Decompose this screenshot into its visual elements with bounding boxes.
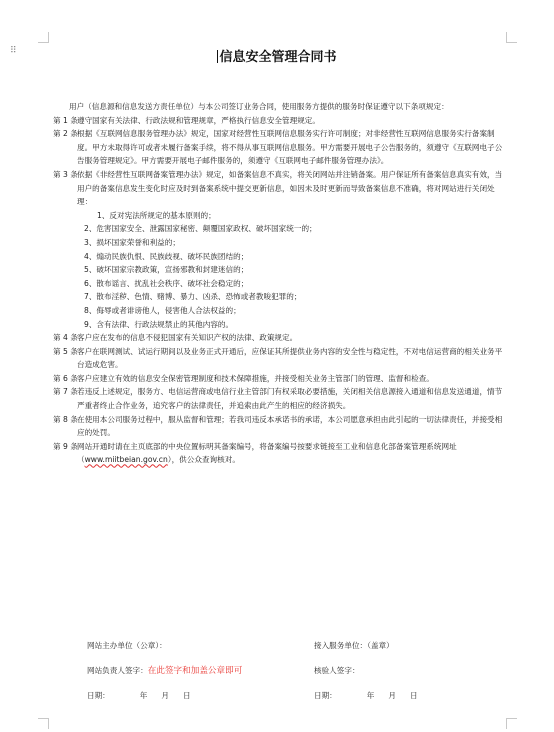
- host-org-seal-label: 网站主办单位（公章）：: [87, 641, 167, 650]
- crop-mark-bottom-right: [506, 718, 517, 729]
- clause-number: 第 9 条: [53, 441, 78, 451]
- year-label: 年: [139, 691, 148, 700]
- right-date-row: [314, 690, 418, 701]
- clause-text: 若违反上述规定，服务方、电信运营商或电信行业主管部门有权采取必要措施，关闭相关信息源接入通道和信息发送通道，情节严重者终止合作业务，追究客户的法律责任，并追索由此产生的相应的经济损失。: [77, 387, 503, 411]
- clause-text: 在使用本公司服务过程中，服从监督和管理；若我司违反本承诺书的承诺，本公司愿意承担由此引起的一切法律责任，并接受相应的处罚。: [77, 414, 503, 438]
- sign-here-hint: 在此签字和加盖公章即可: [147, 666, 243, 676]
- clause-number: 第 7 条: [53, 387, 78, 397]
- prohibited-item: 9、含有法律、行政法规禁止的其他内容的。: [84, 319, 234, 329]
- clause-text: 依据《非经营性互联网备案管理办法》规定，如备案信息不真实，将关闭网站并注销备案。用户保证所有备案信息真实有效，当用户的备案信息发生变化时应及时到备案系统中提交更新信息，如因未及时更新而导致备案信息不准确，将对网站进行关闭处理：: [77, 169, 503, 207]
- clause-8: [53, 413, 505, 440]
- verifier-sign-label: 核验人签字：: [314, 666, 360, 675]
- clause-7: [53, 385, 505, 412]
- clause-text-end: ），供公众查询核对。: [167, 455, 240, 465]
- prohibited-item: 8、侮辱或者诽谤他人，侵害他人合法权益的；: [84, 305, 241, 315]
- left-date-row: [87, 690, 191, 701]
- year-label: 年: [366, 691, 375, 700]
- date-label: 日期：: [87, 691, 110, 700]
- clause-text: 遵守国家有关法律、行政法规和管理规章，严格执行信息安全管理规定。: [77, 115, 320, 125]
- prohibited-item: 2、危害国家安全、泄露国家秘密、颠覆国家政权、破坏国家统一的；: [84, 224, 317, 234]
- title-text: 信息安全管理合同书: [219, 50, 337, 65]
- document-body: [53, 100, 505, 467]
- clause-number: 第 3 条: [53, 169, 78, 179]
- site-manager-label: 网站负责人签字：: [87, 666, 148, 675]
- day-label: 日: [182, 691, 191, 700]
- day-label: 日: [409, 691, 418, 700]
- clause-2: [53, 127, 505, 168]
- clause-number: 第 8 条: [53, 414, 78, 424]
- clause-number: 第 4 条: [53, 333, 78, 343]
- clause-number: 第 6 条: [53, 373, 78, 383]
- month-label: 月: [388, 691, 396, 700]
- clause-1: [53, 114, 505, 128]
- clause-6: [53, 372, 505, 386]
- crop-mark-top-right: [506, 32, 517, 43]
- prohibited-item: 1、反对宪法所规定的基本原则的；: [97, 210, 216, 220]
- site-manager-sign-row: [87, 665, 242, 677]
- clause-9: [53, 440, 505, 467]
- clause-4: [53, 331, 505, 345]
- prohibited-item: 7、散布淫秽、色情、赌博、暴力、凶杀、恐怖或者教唆犯罪的；: [84, 292, 302, 302]
- prohibited-item: 6、散布谣言、扰乱社会秩序、破坏社会稳定的；: [84, 278, 249, 288]
- crop-mark-bottom-left: [38, 718, 49, 729]
- clause-number: 第 1 条: [53, 115, 78, 125]
- prohibited-item: 5、破坏国家宗教政策，宣扬邪教和封建迷信的；: [84, 265, 249, 275]
- clause-text: 根据《互联网信息服务管理办法》规定，国家对经营性互联网信息服务实行许可制度；对非经营性互联网信息服务实行备案制度。甲方未取得许可或者未履行备案手续，将不得从事互联网信息服务。甲方需要开展电子公告服务的，须遵守《互联网电子公告服务管理规定》。甲方需要开展电子邮件服务的，须遵守《互联网电子邮件服务管理办法》。: [77, 129, 503, 166]
- drag-handle-icon[interactable]: ⠿: [10, 46, 18, 56]
- beian-link[interactable]: www.miitbeian.gov.cn: [84, 455, 168, 465]
- month-label: 月: [161, 691, 169, 700]
- intro-paragraph: 用户（信息源和信息发送方责任单位）与本公司签订业务合同，使用服务方提供的服务时保证遵守以下条项规定：: [69, 102, 449, 111]
- date-label: 日期：: [314, 691, 337, 700]
- clause-text: 客户在联网测试、试运行期间以及业务正式开通后，应保证其所提供业务内容的安全性与稳定性，不对电信运营商的相关业务平台造成危害。: [77, 346, 503, 370]
- access-org-seal-label: 接入服务单位：（盖章）: [314, 641, 394, 650]
- clause-text: 客户应在发布的信息不侵犯国家有关知识产权的法律、政策规定。: [77, 333, 298, 343]
- clause-5: [53, 345, 505, 372]
- clause-text: 网站开通时请在主页底部的中央位置标明其备案编号，将备案编号按要求链接至工业和信息化部备案管理系统网址（: [77, 441, 457, 465]
- crop-mark-top-left: [38, 32, 49, 43]
- clause-number: 第 5 条: [53, 346, 78, 356]
- page-title: [0, 46, 554, 65]
- clause-text: 客户应建立有效的信息安全保密管理制度和技术保障措施，并接受相关业务主管部门的管理、监督和检查。: [77, 373, 434, 383]
- clause-3: [53, 168, 505, 209]
- prohibited-item: 3、损坏国家荣誉和利益的；: [84, 237, 180, 247]
- prohibited-item: 4、煽动民族仇恨、民族歧视、破坏民族团结的；: [84, 251, 249, 261]
- clause-number: 第 2 条: [53, 129, 78, 139]
